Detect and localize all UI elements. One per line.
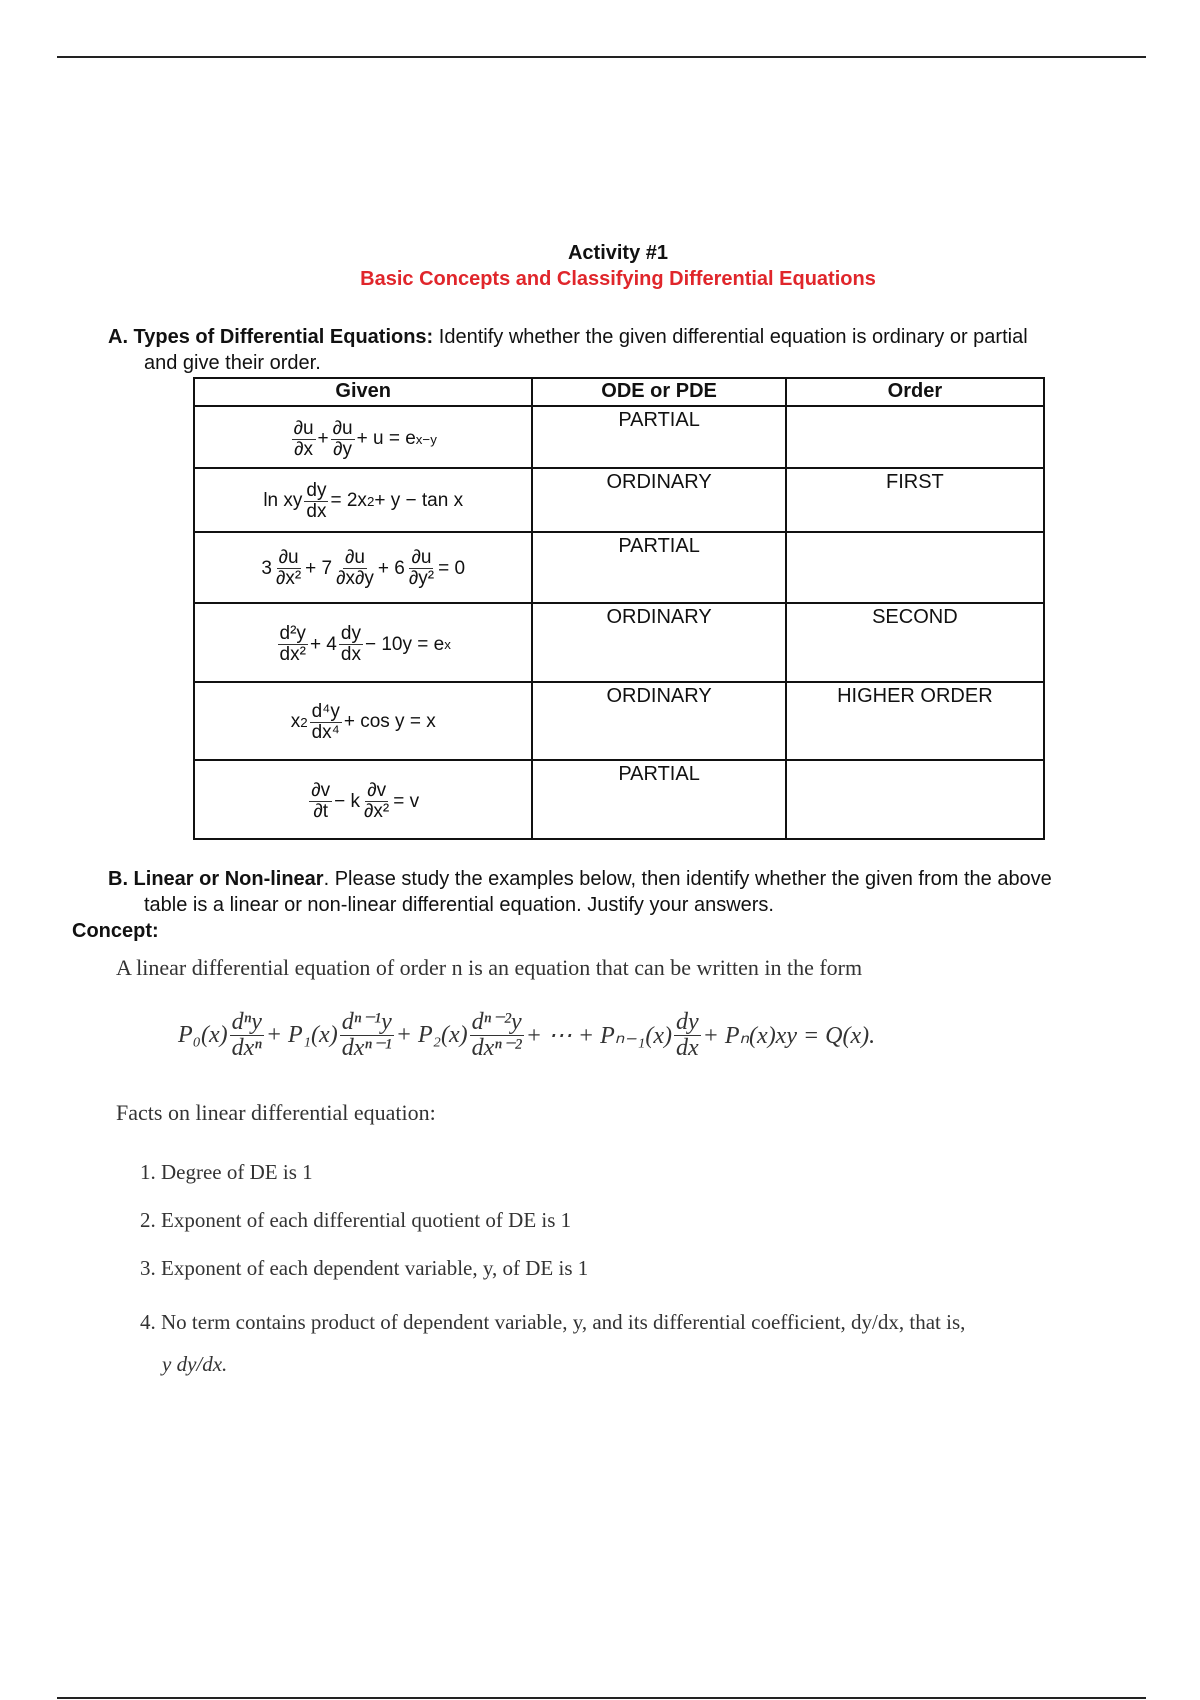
numerator: ∂v xyxy=(367,780,387,802)
numerator: ∂u xyxy=(293,417,314,439)
denominator: ∂x² xyxy=(275,568,302,589)
order-cell: HIGHER ORDER xyxy=(786,682,1044,760)
eq-term: x xyxy=(290,711,301,732)
eq-term: = 0 xyxy=(438,557,466,579)
eq-term: + u = e xyxy=(356,428,416,449)
denominator: dxⁿ⁻² xyxy=(471,1035,522,1062)
numerator: dy xyxy=(306,479,327,501)
eq-term: 3 xyxy=(261,557,272,579)
eq-term: = 2x xyxy=(330,490,367,511)
section-b xyxy=(108,866,1168,918)
given-equation xyxy=(194,532,532,603)
eq-fraction xyxy=(362,781,391,822)
ode-pde-cell: PARTIAL xyxy=(532,532,785,603)
fact-3: 3. Exponent of each dependent variable, y, of DE is 1 xyxy=(140,1256,589,1280)
eq-term: + Pₙ(x)xy = Q(x). xyxy=(702,1023,876,1050)
eq-superscript: x xyxy=(444,637,451,652)
eq-term: ln xy xyxy=(263,490,303,511)
table-row xyxy=(194,532,1044,603)
bottom-rule xyxy=(57,1697,1146,1699)
numerator: ∂u xyxy=(345,547,365,569)
table-row xyxy=(194,682,1044,760)
eq-term: − 10y = e xyxy=(364,633,445,655)
given-equation xyxy=(194,760,532,839)
numerator: dy xyxy=(340,623,361,645)
eq-fraction xyxy=(309,781,332,822)
top-rule xyxy=(57,56,1146,58)
numerator: dⁿy xyxy=(231,1009,262,1035)
section-a xyxy=(108,324,1168,376)
eq-term: + 6 xyxy=(377,557,405,579)
fact-4-tail: y dy/dx. xyxy=(162,1352,228,1376)
denominator: ∂t xyxy=(313,801,329,822)
order-cell xyxy=(786,532,1044,603)
order-cell xyxy=(786,406,1044,468)
eq-fraction xyxy=(339,624,363,665)
denominator: dxⁿ xyxy=(231,1035,262,1062)
eq-superscript: 2 xyxy=(300,714,308,730)
fact-2: 2. Exponent of each differential quotient of DE is 1 xyxy=(140,1208,572,1232)
equation xyxy=(263,481,463,522)
header-type: ODE or PDE xyxy=(532,378,785,406)
denominator: dx⁴ xyxy=(311,721,340,743)
eq-fraction xyxy=(334,548,376,589)
section-b-text: . Please study the examples below, then identify whether the given from the above xyxy=(323,868,1052,890)
table-row xyxy=(194,468,1044,532)
section-b-text2: table is a linear or non-linear differential equation. Justify your answers. xyxy=(144,894,774,916)
classification-table xyxy=(193,377,1045,840)
denominator: dx xyxy=(340,644,361,665)
ode-pde-cell: PARTIAL xyxy=(532,760,785,839)
eq-fraction xyxy=(674,1010,701,1061)
fact-4: 4. No term contains product of dependent variable, y, and its differential coefficient, dy/dx, that is, xyxy=(140,1310,966,1334)
eq-fraction xyxy=(292,419,316,460)
equation xyxy=(261,548,465,589)
eq-term: + cos y = x xyxy=(343,711,436,732)
header-given: Given xyxy=(194,378,532,406)
numerator: dⁿ⁻¹y xyxy=(341,1009,392,1035)
eq-term: = v xyxy=(393,790,420,812)
activity-subtitle: Basic Concepts and Classifying Differential Equations xyxy=(360,268,876,290)
eq-term: + 7 xyxy=(305,557,333,579)
order-cell: SECOND xyxy=(786,603,1044,682)
numerator: ∂u xyxy=(278,547,299,569)
linear-formula xyxy=(178,1010,1098,1061)
eq-fraction xyxy=(304,481,328,522)
eq-term: + xyxy=(317,428,329,449)
equation xyxy=(276,624,451,665)
eq-fraction xyxy=(340,1010,394,1061)
denominator: ∂x² xyxy=(364,801,390,822)
eq-term: − k xyxy=(334,790,361,812)
numerator: ∂u xyxy=(411,547,432,569)
equation xyxy=(290,419,437,460)
table-row xyxy=(194,603,1044,682)
section-b-label: B. Linear or Non-linear xyxy=(108,868,324,890)
eq-fraction xyxy=(470,1010,524,1061)
equation xyxy=(291,702,436,743)
table-row xyxy=(194,406,1044,468)
equation xyxy=(307,781,419,822)
eq-term: + y − tan x xyxy=(374,490,464,511)
denominator: ∂y xyxy=(333,438,353,460)
section-a-text2: and give their order. xyxy=(144,352,321,374)
order-cell: FIRST xyxy=(786,468,1044,532)
denominator: dx² xyxy=(279,644,306,665)
eq-term: + P₁(x) xyxy=(265,1022,338,1049)
concept-intro: A linear differential equation of order n is an equation that can be written in the form xyxy=(116,955,863,980)
eq-superscript: 2 xyxy=(366,493,375,509)
table-row xyxy=(194,760,1044,839)
activity-title: Activity #1 xyxy=(567,242,669,264)
eq-fraction xyxy=(230,1010,264,1061)
eq-superscript: x−y xyxy=(415,431,437,447)
eq-fraction xyxy=(278,624,308,665)
numerator: dⁿ⁻²y xyxy=(471,1009,522,1035)
denominator: dxⁿ⁻¹ xyxy=(341,1035,392,1062)
ode-pde-cell: ORDINARY xyxy=(532,603,785,682)
numerator: ∂v xyxy=(311,780,331,802)
section-a-label: A. Types of Differential Equations: xyxy=(108,326,434,348)
numerator: ∂u xyxy=(332,417,353,439)
denominator: ∂y² xyxy=(408,568,435,589)
eq-term: + ⋯ + Pₙ₋₁(x) xyxy=(525,1023,672,1050)
header-order: Order xyxy=(786,378,1044,406)
eq-fraction xyxy=(407,548,436,589)
numerator: d⁴y xyxy=(311,700,340,722)
facts-heading: Facts on linear differential equation: xyxy=(116,1100,436,1125)
ode-pde-cell: ORDINARY xyxy=(532,682,785,760)
concept-label: Concept: xyxy=(72,920,159,942)
given-equation xyxy=(194,603,532,682)
eq-term: + P₂(x) xyxy=(395,1022,468,1049)
ode-pde-cell: ORDINARY xyxy=(532,468,785,532)
numerator: d²y xyxy=(279,623,306,645)
numerator: dy xyxy=(675,1009,699,1035)
given-equation xyxy=(194,682,532,760)
order-cell xyxy=(786,760,1044,839)
eq-fraction xyxy=(274,548,303,589)
fact-1: 1. Degree of DE is 1 xyxy=(140,1160,313,1184)
eq-term: + 4 xyxy=(309,633,337,655)
section-a-text: Identify whether the given differential equation is ordinary or partial xyxy=(433,326,1028,348)
eq-term: P₀(x) xyxy=(178,1022,228,1049)
ode-pde-cell: PARTIAL xyxy=(532,406,785,468)
denominator: ∂x∂y xyxy=(336,568,374,589)
denominator: dx xyxy=(306,500,327,522)
denominator: ∂x xyxy=(294,438,313,460)
given-equation xyxy=(194,468,532,532)
eq-fraction xyxy=(310,702,342,743)
given-equation xyxy=(194,406,532,468)
denominator: dx xyxy=(675,1035,699,1062)
eq-fraction xyxy=(331,419,355,460)
